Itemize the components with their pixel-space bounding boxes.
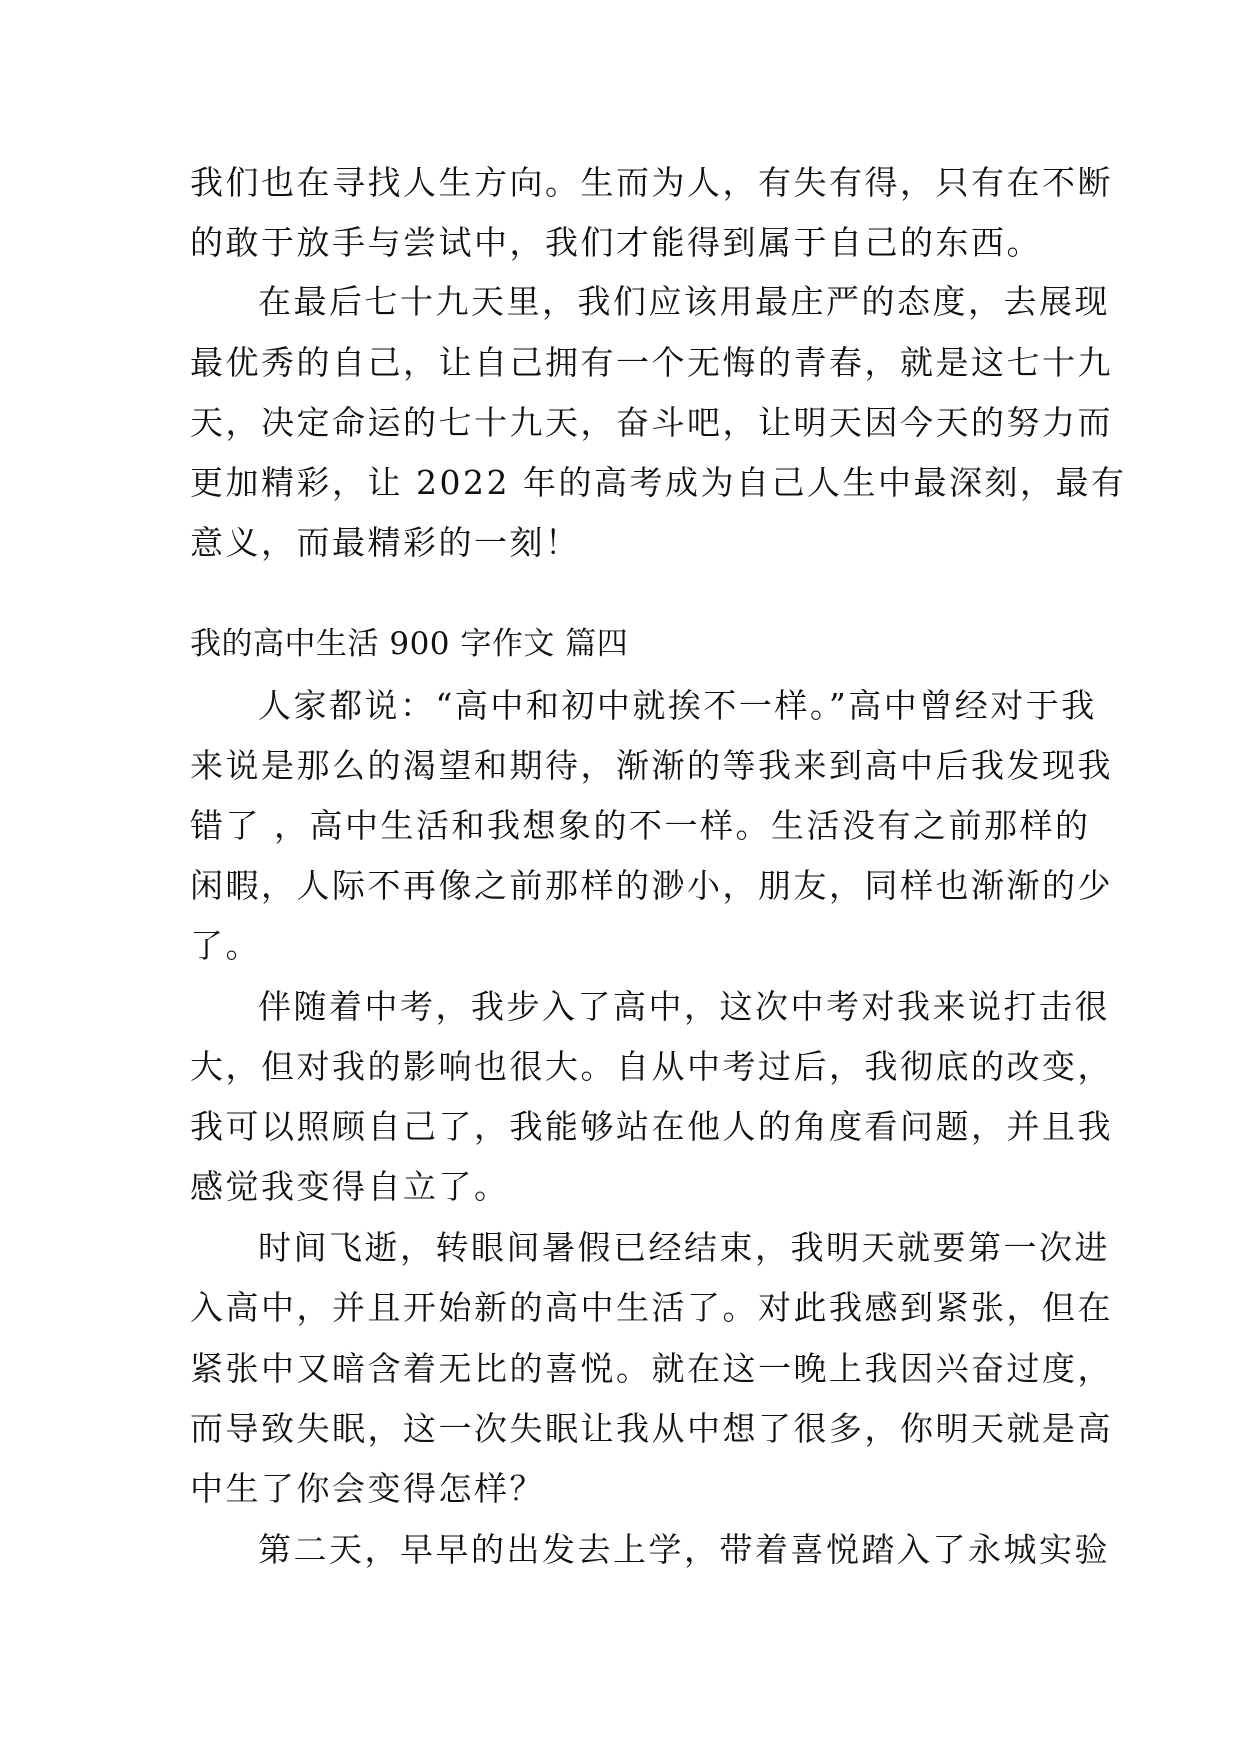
text-line: 而导致失眠，这一次失眠让我从中想了很多，你明天就是高 <box>190 1409 1113 1448</box>
text-line: 我可以照顾自己了，我能够站在他人的角度看问题，并且我 <box>190 1107 1113 1146</box>
text-line: 最优秀的自己，让自己拥有一个无悔的青春，就是这七十九 <box>190 343 1113 382</box>
section-heading: 我的高中生活 900 字作文 篇四 <box>190 626 629 662</box>
text-line: 意义，而最精彩的一刻！ <box>190 523 581 562</box>
text-line: 入高中，并且开始新的高中生活了。对此我感到紧张，但在 <box>190 1288 1113 1327</box>
text-line: 人家都说：“高中和初中就挨不一样。”高中曾经对于我 <box>258 686 1097 725</box>
text-line: 感觉我变得自立了。 <box>190 1167 510 1206</box>
text-line: 错了 ，高中生活和我想象的不一样。生活没有之前那样的 <box>190 806 1091 845</box>
text-line: 伴随着中考，我步入了高中，这次中考对我来说打击很 <box>258 987 1110 1026</box>
text-line: 闲暇，人际不再像之前那样的渺小，朋友，同样也渐渐的少 <box>190 866 1113 905</box>
text-line: 我们也在寻找人生方向。生而为人，有失有得，只有在不断 <box>190 163 1113 202</box>
text-line: 时间飞逝，转眼间暑假已经结束，我明天就要第一次进 <box>258 1228 1110 1267</box>
text-line: 紧张中又暗含着无比的喜悦。就在这一晚上我因兴奋过度， <box>190 1349 1113 1388</box>
text-line: 天，决定命运的七十九天，奋斗吧，让明天因今天的努力而 <box>190 403 1113 442</box>
text-line: 来说是那么的渴望和期待，渐渐的等我来到高中后我发现我 <box>190 746 1113 785</box>
text-line: 大，但对我的影响也很大。自从中考过后，我彻底的改变， <box>190 1047 1113 1086</box>
text-line: 了。 <box>190 926 261 965</box>
text-line: 更加精彩，让 2022 年的高考成为自己人生中最深刻，最有 <box>190 463 1127 502</box>
text-line: 在最后七十九天里，我们应该用最庄严的态度，去展现 <box>258 282 1110 321</box>
text-line: 中生了你会变得怎样？ <box>190 1469 545 1508</box>
text-line: 第二天，早早的出发去上学，带着喜悦踏入了永城实验 <box>258 1530 1110 1569</box>
text-line: 的敢于放手与尝试中，我们才能得到属于自己的东西。 <box>190 223 1042 262</box>
